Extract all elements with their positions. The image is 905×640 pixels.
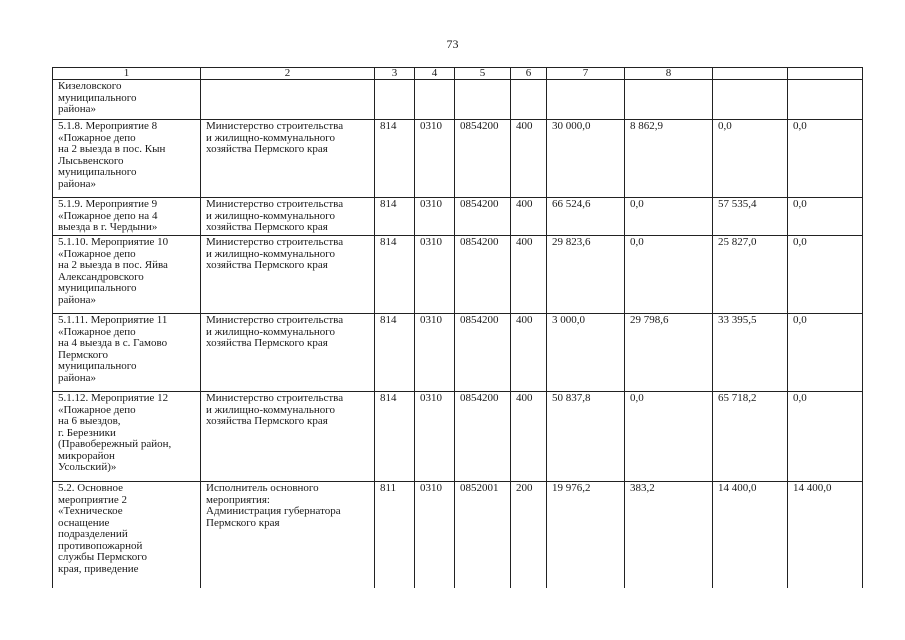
amount-cell: 0,0	[788, 392, 863, 482]
code-cell: 0310	[415, 314, 455, 392]
amount-cell: 0,0	[788, 198, 863, 236]
code-cell: 400	[511, 392, 547, 482]
amount-cell: 8 862,9	[625, 120, 713, 198]
executor-cell	[201, 80, 375, 120]
column-number: 7	[547, 68, 625, 80]
amount-cell: 14 400,0	[788, 482, 863, 588]
column-number: 5	[455, 68, 511, 80]
executor-cell: Министерство строительства и жилищно-коммунального хозяйства Пермского края	[201, 392, 375, 482]
amount-cell	[625, 80, 713, 120]
amount-cell: 0,0	[625, 236, 713, 314]
activity-cell: Кизеловского муниципального района»	[53, 80, 201, 120]
column-number: 8	[625, 68, 713, 80]
page-number: 73	[446, 37, 459, 51]
amount-cell: 0,0	[788, 236, 863, 314]
table-row	[53, 120, 863, 198]
amount-cell: 29 798,6	[625, 314, 713, 392]
code-cell: 0310	[415, 120, 455, 198]
code-cell: 400	[511, 236, 547, 314]
executor-cell: Министерство строительства и жилищно-коммунального хозяйства Пермского края	[201, 314, 375, 392]
table-row	[53, 482, 863, 588]
amount-cell: 57 535,4	[713, 198, 788, 236]
budget-table	[52, 67, 863, 588]
code-cell	[511, 80, 547, 120]
activity-cell: 5.1.12. Мероприятие 12 «Пожарное депо на 6 выездов, г. Березники (Правобережный район, микрорайон Усольский)»	[53, 392, 201, 482]
column-number	[713, 68, 788, 80]
amount-cell: 14 400,0	[713, 482, 788, 588]
code-cell: 814	[375, 120, 415, 198]
amount-cell: 383,2	[625, 482, 713, 588]
code-cell: 400	[511, 314, 547, 392]
amount-cell: 0,0	[625, 198, 713, 236]
table-row	[53, 314, 863, 392]
activity-cell: 5.1.8. Мероприятие 8 «Пожарное депо на 2 выезда в пос. Кын Лысьвенского муниципального района»	[53, 120, 201, 198]
amount-cell: 0,0	[788, 120, 863, 198]
amount-cell: 0,0	[788, 314, 863, 392]
executor-cell: Исполнитель основного мероприятия: Администрация губернатора Пермского края	[201, 482, 375, 588]
code-cell: 814	[375, 314, 415, 392]
amount-cell: 33 395,5	[713, 314, 788, 392]
code-cell: 814	[375, 236, 415, 314]
table-row	[53, 236, 863, 314]
activity-cell: 5.1.9. Мероприятие 9 «Пожарное депо на 4 выезда в г. Чердыни»	[53, 198, 201, 236]
code-cell: 0854200	[455, 314, 511, 392]
code-cell: 0854200	[455, 236, 511, 314]
column-number: 6	[511, 68, 547, 80]
code-cell	[455, 80, 511, 120]
amount-cell: 19 976,2	[547, 482, 625, 588]
column-number: 2	[201, 68, 375, 80]
column-number: 3	[375, 68, 415, 80]
code-cell: 400	[511, 120, 547, 198]
amount-cell: 3 000,0	[547, 314, 625, 392]
column-number	[788, 68, 863, 80]
code-cell: 0854200	[455, 120, 511, 198]
column-number: 4	[415, 68, 455, 80]
code-cell	[375, 80, 415, 120]
column-number: 1	[53, 68, 201, 80]
code-cell: 0852001	[455, 482, 511, 588]
code-cell: 400	[511, 198, 547, 236]
amount-cell: 0,0	[713, 120, 788, 198]
code-cell: 814	[375, 198, 415, 236]
executor-cell: Министерство строительства и жилищно-коммунального хозяйства Пермского края	[201, 120, 375, 198]
code-cell: 814	[375, 392, 415, 482]
amount-cell: 25 827,0	[713, 236, 788, 314]
table-row	[53, 80, 863, 120]
code-cell: 811	[375, 482, 415, 588]
amount-cell: 30 000,0	[547, 120, 625, 198]
amount-cell	[547, 80, 625, 120]
code-cell: 0854200	[455, 392, 511, 482]
code-cell: 0310	[415, 392, 455, 482]
table-row	[53, 198, 863, 236]
amount-cell: 50 837,8	[547, 392, 625, 482]
table-row	[53, 392, 863, 482]
amount-cell	[713, 80, 788, 120]
activity-cell: 5.2. Основное мероприятие 2 «Техническое оснащение подразделений противопожарной службы Пермского края, приведение	[53, 482, 201, 588]
activity-cell: 5.1.10. Мероприятие 10 «Пожарное депо на 2 выезда в пос. Яйва Александровского муниципального района»	[53, 236, 201, 314]
column-number-row	[53, 68, 863, 80]
executor-cell: Министерство строительства и жилищно-коммунального хозяйства Пермского края	[201, 236, 375, 314]
code-cell: 0310	[415, 236, 455, 314]
amount-cell: 65 718,2	[713, 392, 788, 482]
amount-cell: 29 823,6	[547, 236, 625, 314]
code-cell: 0310	[415, 198, 455, 236]
code-cell	[415, 80, 455, 120]
code-cell: 0854200	[455, 198, 511, 236]
amount-cell	[788, 80, 863, 120]
amount-cell: 0,0	[625, 392, 713, 482]
code-cell: 0310	[415, 482, 455, 588]
amount-cell: 66 524,6	[547, 198, 625, 236]
activity-cell: 5.1.11. Мероприятие 11 «Пожарное депо на 4 выезда в с. Гамово Пермского муниципального района»	[53, 314, 201, 392]
code-cell: 200	[511, 482, 547, 588]
executor-cell: Министерство строительства и жилищно-коммунального хозяйства Пермского края	[201, 198, 375, 236]
